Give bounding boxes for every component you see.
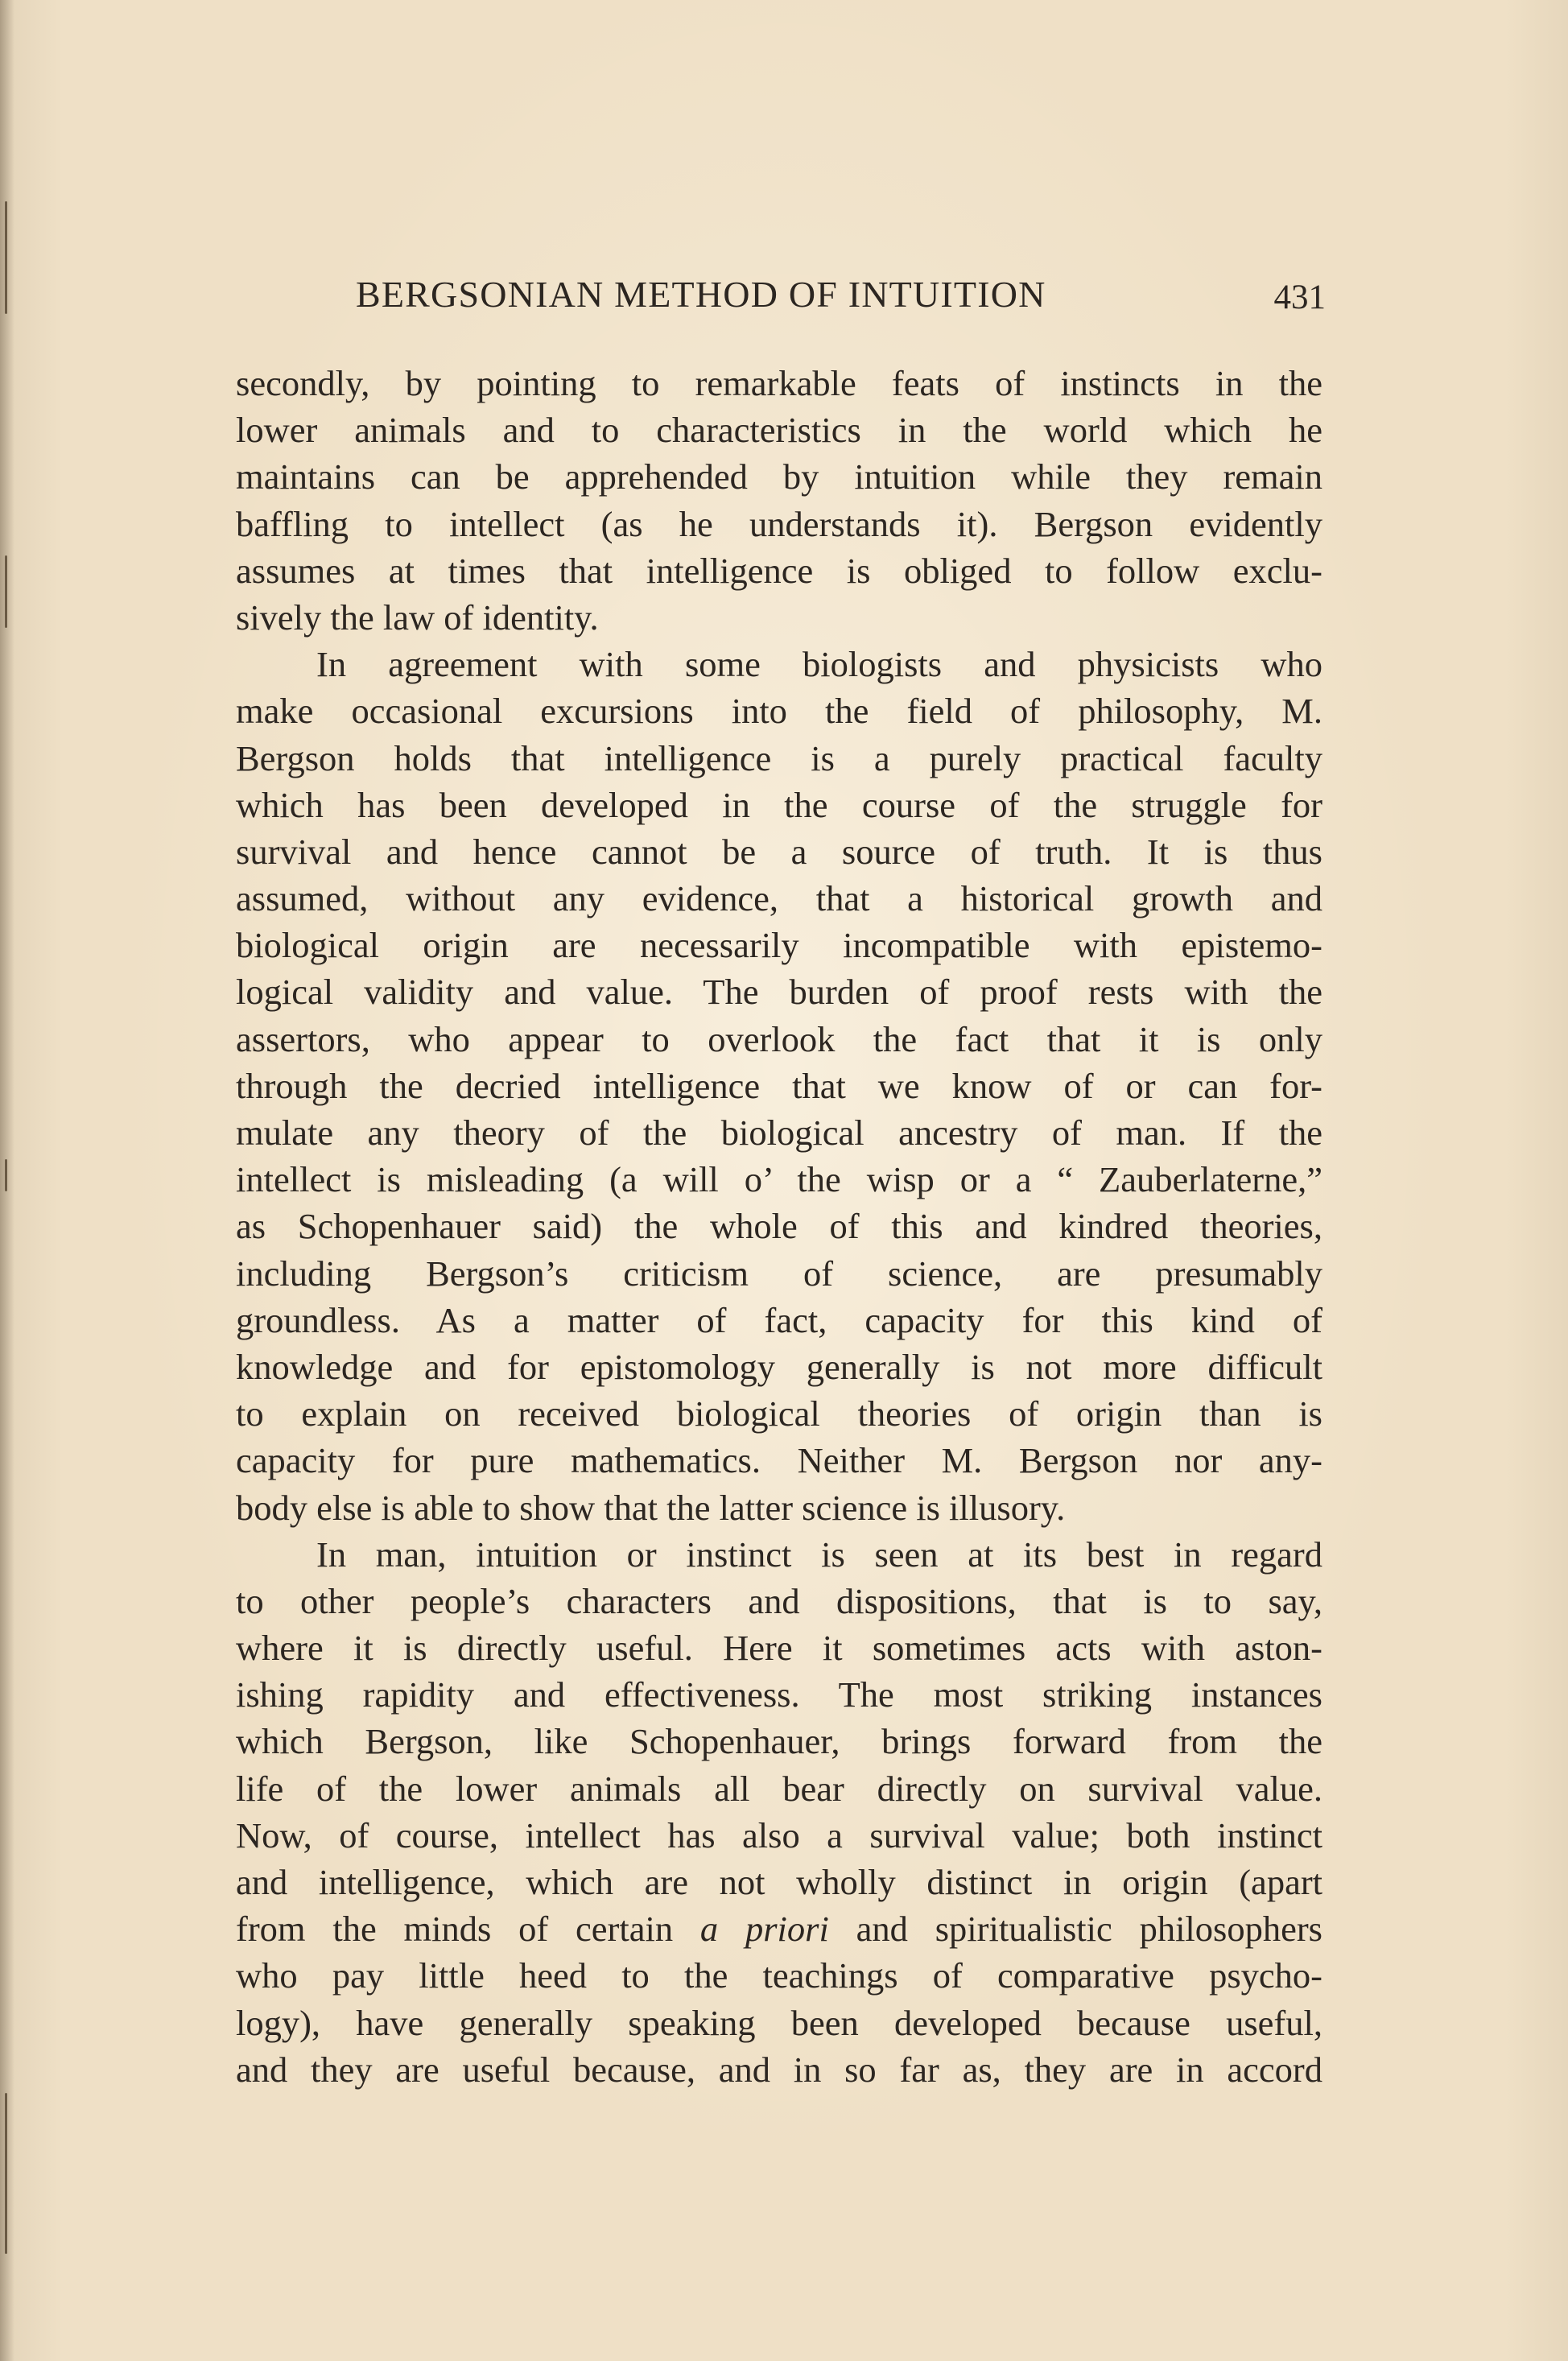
text-line: intellect is misleading (a will o’ the wisp or a “ Zauberlaterne,” <box>236 1159 1322 1200</box>
paragraph <box>236 360 1322 641</box>
text-line: and they are useful because, and in so far as, they are in accord <box>236 2049 1322 2090</box>
text-line: make occasional excursions into the field of philosophy, M. <box>236 691 1322 732</box>
binding-mark <box>5 201 7 314</box>
text-line: secondly, by pointing to remarkable feats of instincts in the <box>236 363 1322 403</box>
text-line: which has been developed in the course of the struggle for <box>236 784 1322 825</box>
text-segment: and spiritualistic philosophers <box>828 1909 1322 1950</box>
page-number: 431 <box>1273 279 1326 316</box>
text-line: ishing rapidity and effectiveness. The most striking instances <box>236 1674 1322 1715</box>
text-line: through the decried intelligence that we know of or can for- <box>236 1065 1322 1106</box>
text-line: as Schopenhauer said) the whole of this and kindred theories, <box>236 1206 1322 1247</box>
text-segment: from the minds of certain <box>236 1909 700 1950</box>
text-line: who pay little heed to the teachings of comparative psycho- <box>236 1955 1322 1996</box>
binding-mark <box>5 1159 7 1191</box>
binding-mark <box>5 2093 7 2254</box>
text-line: survival and hence cannot be a source of truth. It is thus <box>236 831 1322 872</box>
paragraph <box>236 641 1322 1531</box>
text-line: body else is able to show that the latter science is illusory. <box>236 1487 1066 1528</box>
text-line: logy), have generally speaking been developed because useful, <box>236 2002 1322 2043</box>
text-line: sively the law of identity. <box>236 596 599 638</box>
italic-term: a priori <box>699 1909 829 1950</box>
text-line-with-italic <box>236 1905 1322 1952</box>
text-line: which Bergson, like Schopenhauer, brings forward from the <box>236 1721 1322 1762</box>
running-head <box>356 270 1326 319</box>
text-line: biological origin are necessarily incompatible with epistemo- <box>236 925 1322 966</box>
text-line: In agreement with some biologists and physicists who <box>316 644 1322 685</box>
paragraph <box>236 1531 1322 2093</box>
text-line: to explain on received biological theories of origin than is <box>236 1393 1322 1434</box>
text-line: capacity for pure mathematics. Neither M. Bergson nor any- <box>236 1440 1322 1481</box>
body-text <box>236 360 1322 2093</box>
text-line: assumes at times that intelligence is obliged to follow exclu- <box>236 550 1322 591</box>
text-line: to other people’s characters and dispositions, that is to say, <box>236 1580 1322 1621</box>
binding-mark <box>5 555 7 628</box>
page-binding-edge <box>0 0 14 2361</box>
text-line: groundless. As a matter of fact, capacity for this kind of <box>236 1299 1322 1340</box>
text-line: logical validity and value. The burden of proof rests with the <box>236 972 1322 1013</box>
text-line: Now, of course, intellect has also a survival value; both instinct <box>236 1814 1322 1855</box>
running-title: BERGSONIAN METHOD OF INTUITION <box>356 274 1046 315</box>
text-line: In man, intuition or instinct is seen at its best in regard <box>316 1533 1322 1575</box>
text-line: knowledge and for epistomology generally is not more difficult <box>236 1346 1322 1387</box>
text-line: maintains can be apprehended by intuition while they remain <box>236 456 1322 497</box>
text-line: baffling to intellect (as he understands it). Bergson evidently <box>236 503 1322 544</box>
text-line: mulate any theory of the biological ancestry of man. If the <box>236 1112 1322 1153</box>
text-line: assertors, who appear to overlook the fact that it is only <box>236 1018 1322 1059</box>
text-line: including Bergson’s criticism of science, are presumably <box>236 1253 1322 1294</box>
text-line: assumed, without any evidence, that a historical growth and <box>236 878 1322 919</box>
text-line: lower animals and to characteristics in the world which he <box>236 410 1322 451</box>
text-line: and intelligence, which are not wholly distinct in origin (apart <box>236 1862 1322 1902</box>
text-line: life of the lower animals all bear directly on survival value. <box>236 1768 1322 1809</box>
text-line: where it is directly useful. Here it sometimes acts with aston- <box>236 1628 1322 1669</box>
text-line: Bergson holds that intelligence is a purely practical faculty <box>236 737 1322 778</box>
